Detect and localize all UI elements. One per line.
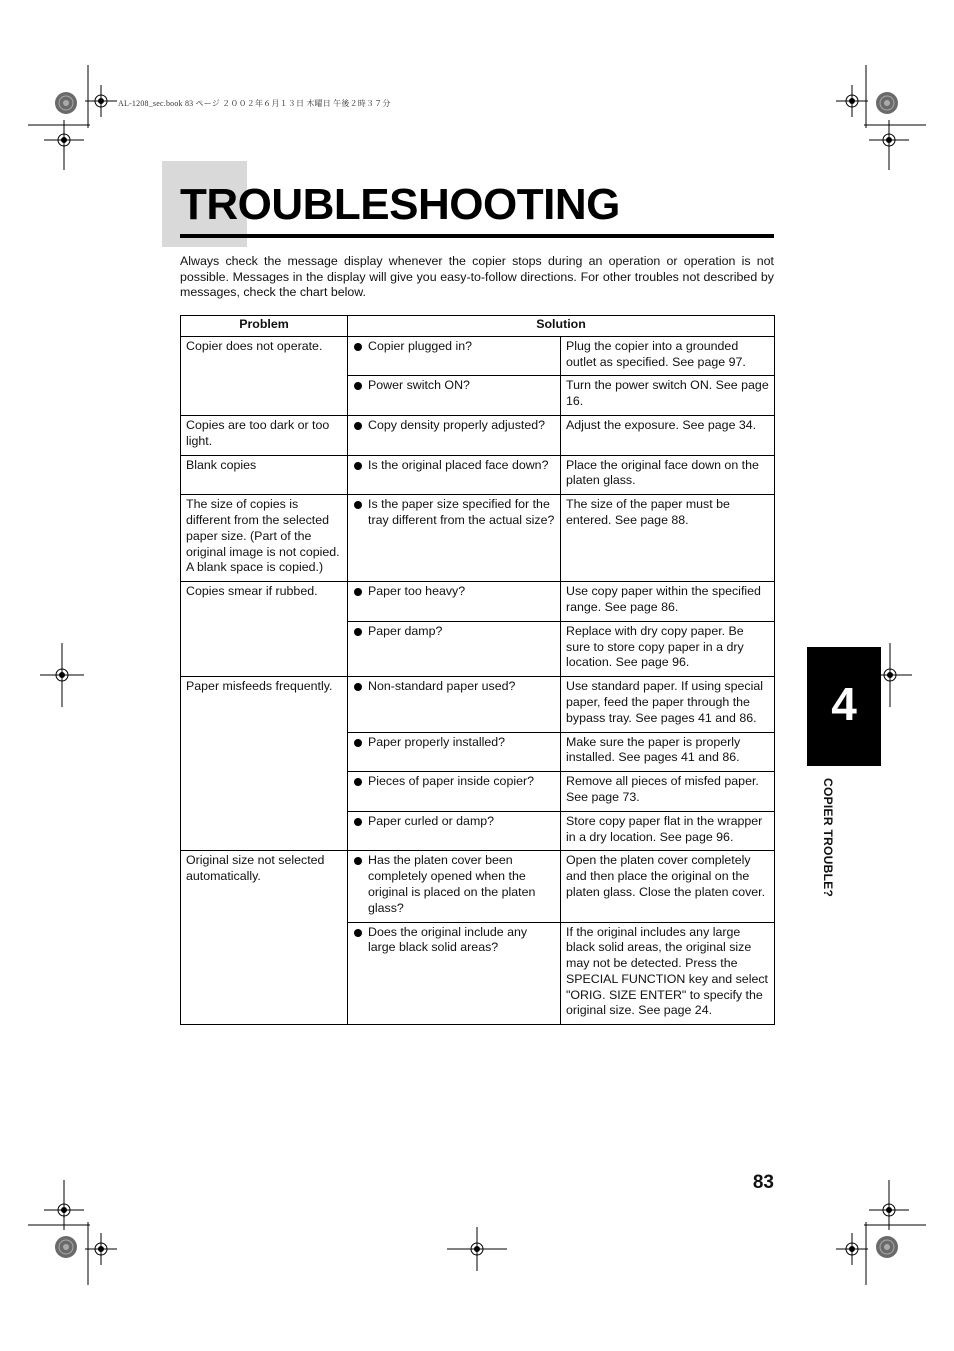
chapter-tab-label: COPIER TROUBLE? (821, 778, 835, 898)
check-cell (348, 336, 561, 376)
table-row (181, 415, 775, 455)
solution-cell: Turn the power switch ON. See page 16. (561, 376, 775, 416)
solution-cell: The size of the paper must be entered. See page 88. (561, 495, 775, 582)
problem-header: Problem (181, 316, 348, 337)
solution-cell: Replace with dry copy paper. Be sure to store copy paper in a dry location. See page 96. (561, 621, 775, 676)
check-text: Is the paper size specified for the tray different from the actual size? (368, 497, 555, 527)
problem-cell: Paper misfeeds frequently. (181, 677, 348, 851)
check-text: Has the platen cover been completely opened when the original is placed on the platen glass? (368, 853, 536, 915)
bullet-icon (354, 857, 362, 865)
problem-cell: Blank copies (181, 455, 348, 495)
check-cell (348, 621, 561, 676)
solution-cell: Make sure the paper is properly installed. See pages 41 and 86. (561, 732, 775, 772)
solution-cell: If the original includes any large black solid areas, the original size may not be detected. Press the SPECIAL FUNCTION key and select "ORIG. SIZE ENTER" to specify the original size. See page 24. (561, 922, 775, 1025)
check-cell (348, 376, 561, 416)
bullet-icon (354, 778, 362, 786)
troubleshooting-table (180, 315, 775, 1025)
table-body (181, 336, 775, 1024)
chapter-tab (807, 647, 881, 766)
check-cell (348, 851, 561, 922)
check-cell (348, 677, 561, 732)
check-cell (348, 772, 561, 812)
check-cell (348, 922, 561, 1025)
problem-cell: Copier does not operate. (181, 336, 348, 415)
table-row (181, 495, 775, 582)
check-text: Pieces of paper inside copier? (368, 774, 534, 789)
bullet-icon (354, 929, 362, 937)
bullet-icon (354, 501, 362, 509)
problem-cell: Original size not selected automatically. (181, 851, 348, 1025)
intro-paragraph: Always check the message display whenever the copier stops during an operation or operation is not possible. Messages in the display will give you easy-to-follow directions. For other troubles not described by messages, check the chart below. (180, 254, 774, 300)
solution-cell: Use copy paper within the specified range. See page 86. (561, 582, 775, 622)
solution-header: Solution (348, 316, 775, 337)
chapter-number: 4 (831, 678, 857, 730)
bullet-icon (354, 462, 362, 470)
check-text: Copier plugged in? (368, 338, 473, 353)
check-text: Paper damp? (368, 623, 443, 638)
print-meta-line: AL-1208_sec.book 83 ページ ２００２年６月１３日 木曜日 午後２時３７分 (118, 99, 391, 108)
bullet-icon (354, 683, 362, 691)
bullet-icon (354, 588, 362, 596)
table-row (181, 455, 775, 495)
solution-cell: Store copy paper flat in the wrapper in a dry location. See page 96. (561, 811, 775, 851)
table-row (181, 582, 775, 622)
table-row (181, 677, 775, 732)
check-cell (348, 495, 561, 582)
page-title: TROUBLESHOOTING (180, 180, 620, 229)
solution-cell: Place the original face down on the platen glass. (561, 455, 775, 495)
solution-cell: Open the platen cover completely and then place the original on the platen glass. Close the platen cover. (561, 851, 775, 922)
page-number: 83 (752, 1172, 774, 1193)
table-row (181, 336, 775, 376)
check-cell (348, 415, 561, 455)
problem-cell: Copies smear if rubbed. (181, 582, 348, 677)
bullet-icon (354, 382, 362, 390)
check-text: Paper curled or damp? (368, 813, 495, 828)
title-rule (180, 234, 774, 238)
check-text: Is the original placed face down? (368, 457, 549, 472)
check-text: Non-standard paper used? (368, 679, 516, 694)
solution-cell: Plug the copier into a grounded outlet as specified. See page 97. (561, 336, 775, 376)
bullet-icon (354, 818, 362, 826)
solution-cell: Adjust the exposure. See page 34. (561, 415, 775, 455)
check-text: Does the original include any large black solid areas? (368, 924, 528, 955)
check-cell (348, 811, 561, 851)
solution-cell: Use standard paper. If using special paper, feed the paper through the bypass tray. See pages 41 and 86. (561, 677, 775, 732)
problem-cell: The size of copies is different from the selected paper size. (Part of the original image is not copied. A blank space is copied.) (181, 495, 348, 582)
bullet-icon (354, 343, 362, 351)
check-text: Paper too heavy? (368, 584, 466, 599)
check-text: Copy density properly adjusted? (368, 417, 546, 432)
check-cell (348, 582, 561, 622)
check-text: Paper properly installed? (368, 734, 506, 749)
table-row (181, 851, 775, 922)
check-cell (348, 455, 561, 495)
bullet-icon (354, 739, 362, 747)
bullet-icon (354, 422, 362, 430)
table-header-row (181, 316, 775, 337)
problem-cell: Copies are too dark or too light. (181, 415, 348, 455)
check-cell (348, 732, 561, 772)
check-text: Power switch ON? (368, 378, 470, 393)
bullet-icon (354, 628, 362, 636)
solution-cell: Remove all pieces of misfed paper. See page 73. (561, 772, 775, 812)
